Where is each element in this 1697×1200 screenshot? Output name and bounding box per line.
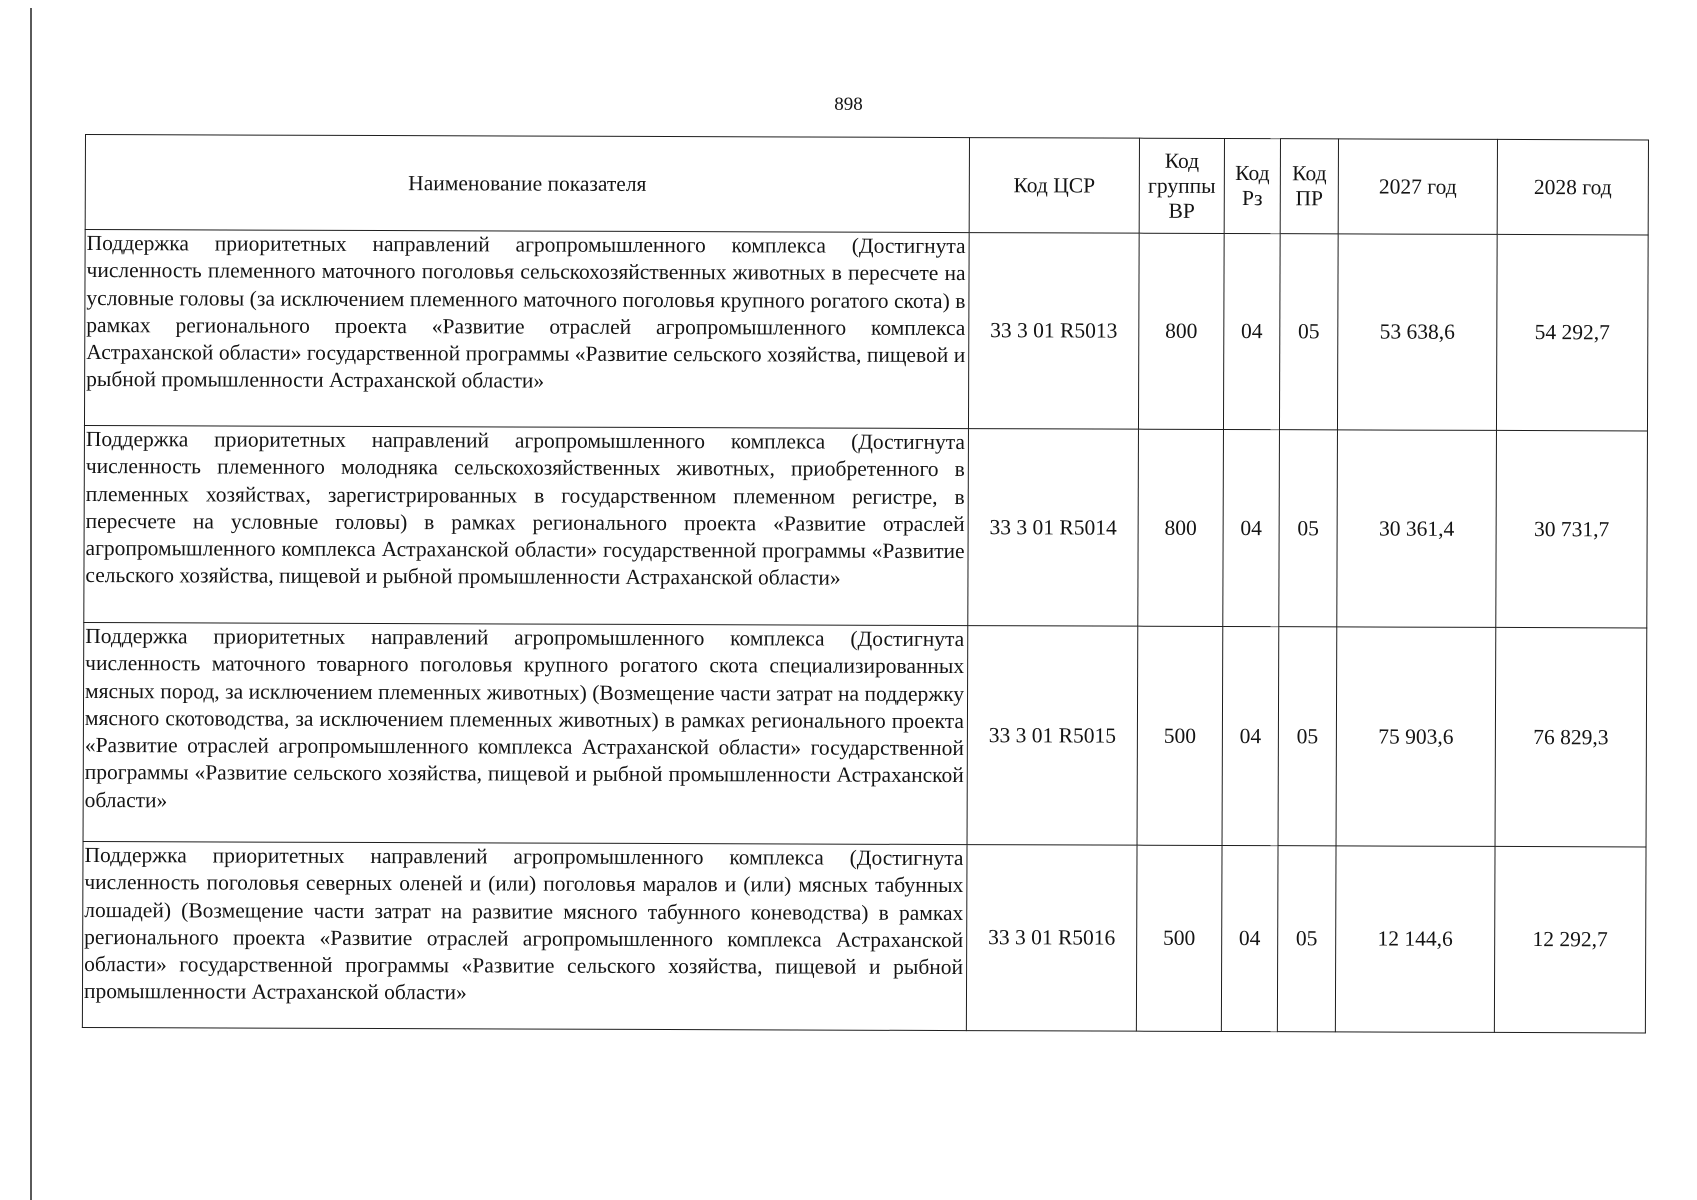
cell-rz: 04 bbox=[1223, 429, 1280, 626]
page-number: 898 bbox=[834, 94, 863, 115]
cell-name: Поддержка приоритетных направлений агропромышленного комплекса (Достигнута численность племенного молодняка сельскохозяйственных животных, приобретенного в племенных хозяйствах, зарегистрированных в государственном племенном регистре, в пересчете на условные головы) в рамках регионального проекта «Развитие отраслей агропромышленного комплекса Астраханской области» государственной программы «Развитие сельского хозяйства, пищевой и рыбной промышленности Астраханской области» bbox=[84, 425, 969, 625]
table-row bbox=[83, 622, 1647, 846]
header-name: Наименование показателя bbox=[85, 135, 969, 233]
header-2027: 2027 год bbox=[1338, 139, 1497, 235]
cell-pr: 05 bbox=[1279, 430, 1338, 627]
cell-vr: 500 bbox=[1137, 626, 1223, 845]
cell-vr: 800 bbox=[1138, 233, 1224, 429]
cell-2027: 53 638,6 bbox=[1337, 234, 1497, 431]
scan-edge-line bbox=[30, 8, 32, 1200]
cell-vr: 500 bbox=[1136, 845, 1222, 1031]
cell-csr: 33 3 01 R5013 bbox=[968, 233, 1139, 430]
cell-rz: 04 bbox=[1223, 233, 1280, 429]
header-2028: 2028 год bbox=[1497, 139, 1648, 235]
header-csr: Код ЦСР bbox=[969, 138, 1139, 234]
header-vr: Код группы ВР bbox=[1139, 138, 1224, 233]
table-header-row bbox=[85, 135, 1648, 235]
cell-2027: 75 903,6 bbox=[1336, 627, 1496, 847]
cell-rz: 04 bbox=[1222, 626, 1279, 845]
cell-2028: 12 292,7 bbox=[1494, 846, 1646, 1033]
cell-csr: 33 3 01 R5016 bbox=[966, 845, 1137, 1032]
cell-2028: 54 292,7 bbox=[1496, 234, 1648, 431]
cell-name: Поддержка приоритетных направлений агропромышленного комплекса (Достигнута численность племенного маточного поголовья сельскохозяйственных животных в пересчете на условные головы (за исключением племенного маточного поголовья крупного рогатого скота) в рамках регионального проекта «Развитие отраслей агропромышленного комплекса Астраханской области» государственной программы «Развитие сельского хозяйства, пищевой и рыбной промышленности Астраханской области» bbox=[84, 230, 969, 429]
cell-2028: 76 829,3 bbox=[1495, 627, 1647, 847]
table-row bbox=[84, 230, 1648, 431]
header-rz: Код Рз bbox=[1224, 138, 1280, 233]
cell-name: Поддержка приоритетных направлений агропромышленного комплекса (Достигнута численность поголовья северных оленей и (или) поголовья маралов и (или) мясных табунных лошадей) (Возмещение части затрат на развитие мясного табунного коневодства) в рамках регионального проекта «Развитие отраслей агропромышленного комплекса Астраханской области» государственной программы «Развитие сельского хозяйства, пищевой и рыбной промышленности Астраханской области» bbox=[82, 841, 967, 1030]
cell-pr: 05 bbox=[1277, 846, 1336, 1032]
cell-vr: 800 bbox=[1138, 429, 1224, 626]
cell-rz: 04 bbox=[1221, 845, 1278, 1031]
budget-table bbox=[82, 134, 1649, 1033]
table-row bbox=[82, 841, 1646, 1032]
cell-csr: 33 3 01 R5015 bbox=[967, 626, 1138, 846]
header-pr: Код ПР bbox=[1280, 139, 1338, 234]
cell-2028: 30 731,7 bbox=[1496, 430, 1648, 628]
cell-name: Поддержка приоритетных направлений агропромышленного комплекса (Достигнута численность маточного товарного поголовья крупного рогатого скота специализированных мясных пород, за исключением племенных животных) (Возмещение части затрат на поддержку мясного скотоводства, за исключением племенных животных) в рамках регионального проекта «Развитие отраслей агропромышленного комплекса Астраханской области» государственной программы «Развитие сельского хозяйства, пищевой и рыбной промышленности Астраханской области» bbox=[83, 622, 968, 844]
cell-csr: 33 3 01 R5014 bbox=[968, 429, 1139, 627]
cell-2027: 12 144,6 bbox=[1335, 846, 1495, 1033]
table-row bbox=[84, 425, 1648, 627]
cell-pr: 05 bbox=[1278, 627, 1337, 846]
cell-2027: 30 361,4 bbox=[1337, 430, 1497, 628]
cell-pr: 05 bbox=[1279, 234, 1338, 430]
